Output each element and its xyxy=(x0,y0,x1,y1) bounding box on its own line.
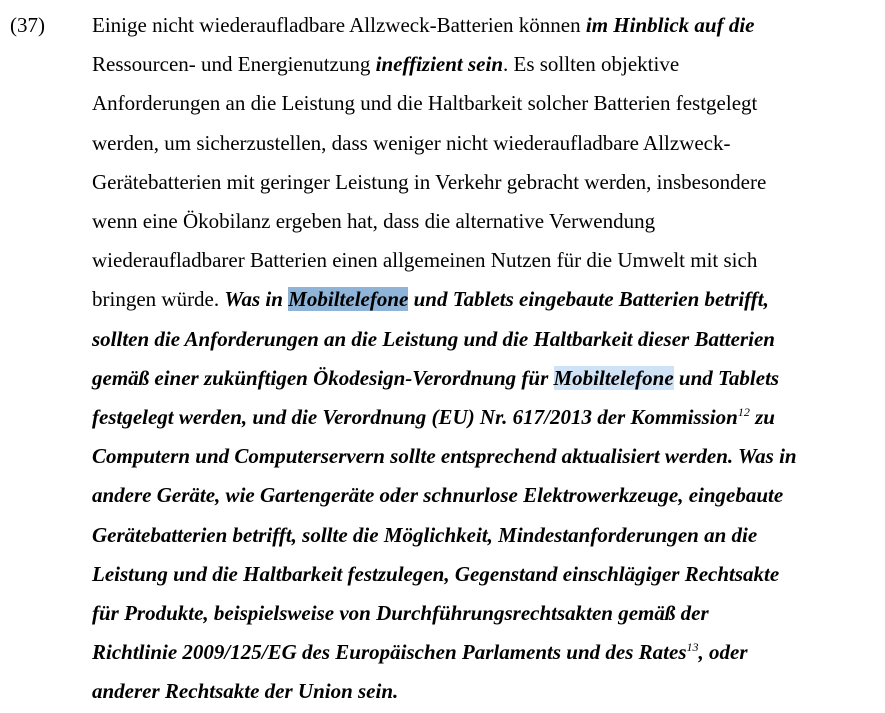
footnote-reference: 12 xyxy=(737,405,750,419)
text-segment: und Tablets xyxy=(673,365,780,390)
text-line xyxy=(92,359,779,398)
text-segment: ineffizient sein xyxy=(375,52,503,77)
text-segment: Gerätebatterien mit geringer Leistung in Verkehr gebracht werden, insbesondere xyxy=(92,169,767,194)
text-line xyxy=(92,163,766,202)
text-line xyxy=(92,633,748,672)
text-line xyxy=(92,84,757,123)
text-segment: Was in xyxy=(224,287,289,312)
text-segment: Ressourcen- und Energienutzung xyxy=(92,52,376,77)
text-line xyxy=(92,476,783,515)
text-segment: Einige nicht wiederaufladbare Allzweck-Batterien können xyxy=(92,13,586,37)
text-line xyxy=(92,516,757,555)
text-line xyxy=(92,6,754,45)
text-line xyxy=(92,672,398,711)
text-line xyxy=(92,124,731,163)
text-line xyxy=(92,202,655,241)
text-segment: Computern und Computerservern sollte entsprechend aktualisiert werden. Was in xyxy=(92,444,797,469)
text-segment: Richtlinie 2009/125/EG des Europäischen Parlaments und des Rates xyxy=(92,640,687,665)
recital-number: (37) xyxy=(10,13,45,37)
text-segment: sollten die Anforderungen an die Leistung und die Haltbarkeit dieser Batterien xyxy=(92,326,775,351)
text-line xyxy=(92,320,775,359)
text-segment: für Produkte, beispielsweise von Durchführungsrechtsakten gemäß der xyxy=(92,601,709,625)
footnote-reference: 13 xyxy=(686,640,699,655)
text-segment: festgelegt werden, und die Verordnung (EU) Nr. 617/2013 der Kommission xyxy=(92,405,738,429)
text-segment: und Tablets eingebaute Batterien betrifft, xyxy=(408,287,769,312)
text-line xyxy=(92,280,769,319)
text-segment: wenn eine Ökobilanz ergeben hat, dass die alternative Verwendung xyxy=(92,209,656,233)
text-line xyxy=(92,398,775,437)
text-line xyxy=(92,437,797,476)
text-segment: andere Geräte, wie Gartengeräte oder schnurlose Elektrowerkzeuge, eingebaute xyxy=(92,483,784,508)
text-segment: anderer Rechtsakte der Union sein. xyxy=(92,679,399,704)
text-segment: Anforderungen an die Leistung und die Haltbarkeit solcher Batterien festgelegt xyxy=(92,91,758,116)
text-segment: im Hinblick auf die xyxy=(585,13,755,37)
text-segment: gemäß einer zukünftigen Ökodesign-Verordnung für xyxy=(92,365,554,390)
text-line xyxy=(92,594,709,633)
text-segment: Leistung und die Haltbarkeit festzulegen, Gegenstand einschlägiger Rechtsakte xyxy=(92,561,780,586)
text-segment: werden, um sicherzustellen, dass weniger nicht wiederaufladbare Allzweck- xyxy=(92,130,731,155)
search-highlight: Mobiltelefone xyxy=(553,365,674,390)
text-segment: zu xyxy=(749,405,775,429)
text-line xyxy=(92,241,757,280)
text-line xyxy=(92,45,679,84)
text-segment: wiederaufladbarer Batterien einen allgemeinen Nutzen für die Umwelt mit sich xyxy=(92,248,758,273)
text-segment: , oder xyxy=(698,640,748,665)
text-line xyxy=(92,555,779,594)
search-highlight-current: Mobiltelefone xyxy=(288,287,409,312)
text-segment: bringen würde. xyxy=(92,287,225,312)
text-segment: Gerätebatterien betrifft, sollte die Möglichkeit, Mindestanforderungen an die xyxy=(92,522,758,547)
text-segment: . Es sollten objektive xyxy=(503,52,680,77)
